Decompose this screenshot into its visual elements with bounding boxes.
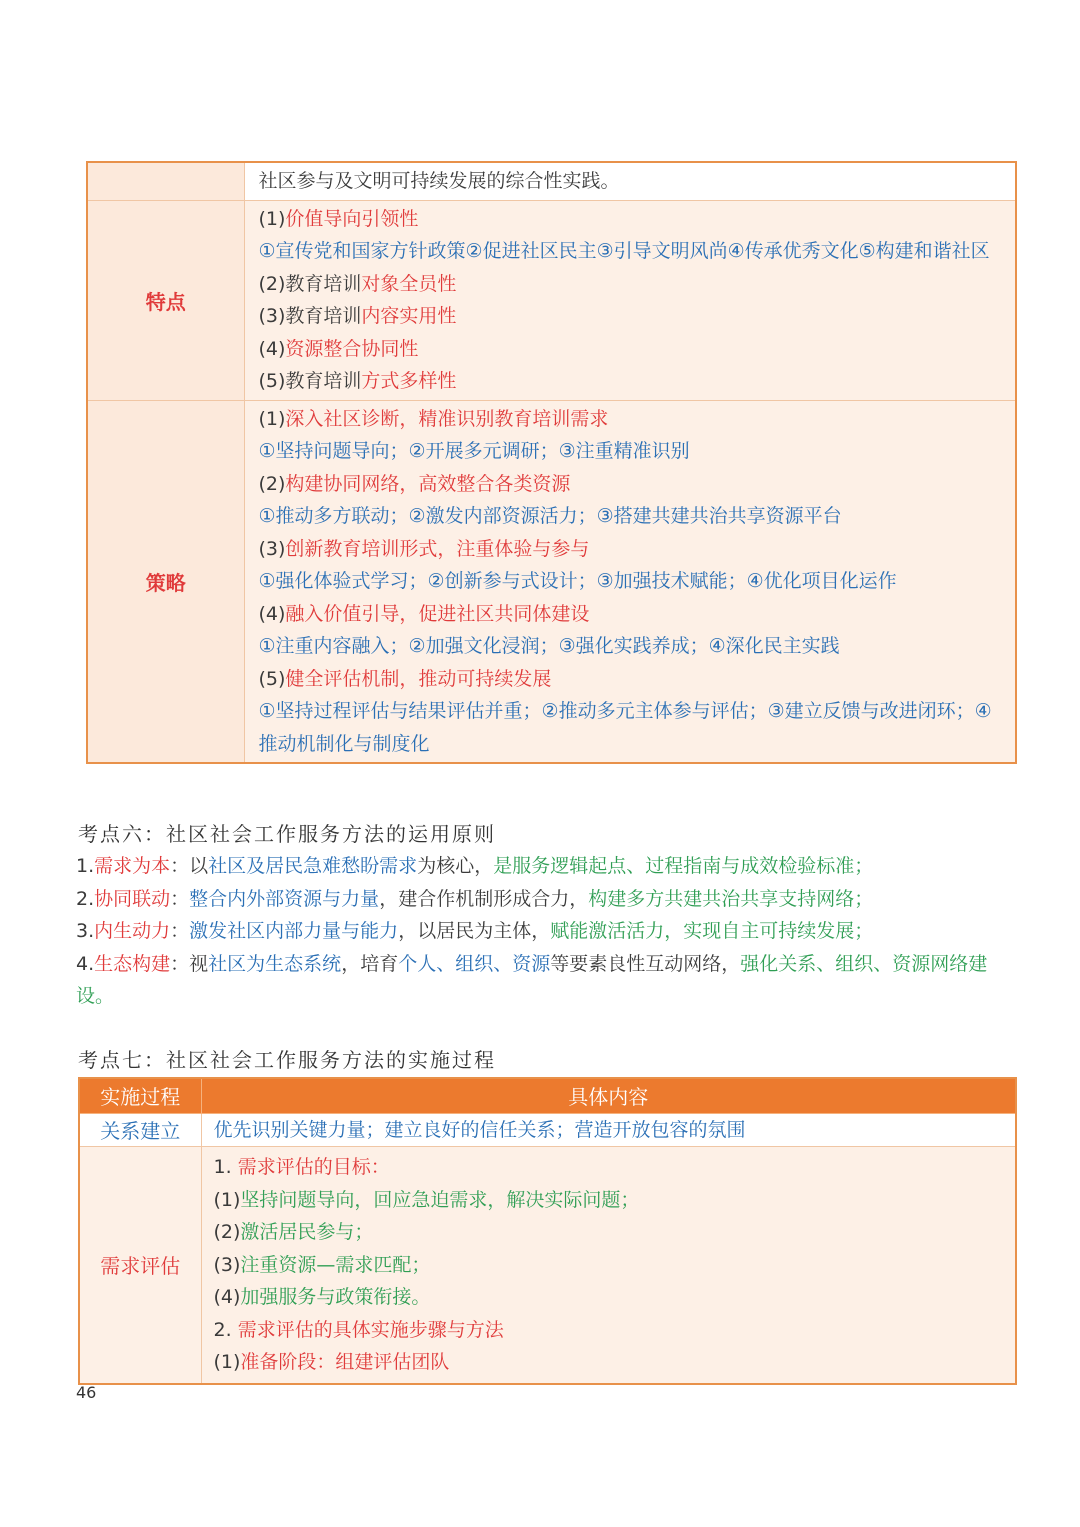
- list-item: [259, 203, 1006, 236]
- item-detail: ①宣传党和国家方针政策②促进社区民主③引导文明风尚④传承优秀文化⑤构建和谐社区: [258, 240, 990, 262]
- table-row: [87, 200, 1016, 400]
- column-header: 实施过程: [79, 1078, 201, 1113]
- features-label: 特点: [87, 200, 244, 400]
- table-row: [87, 162, 1016, 200]
- item-number: (4): [258, 337, 286, 360]
- item-text: 激活居民参与；: [240, 1221, 374, 1243]
- list-item: [214, 1249, 1004, 1282]
- item-key: 内生动力: [94, 920, 171, 942]
- item-text: 需求评估的目标：: [237, 1156, 390, 1178]
- table-cell: [244, 162, 1016, 200]
- item-text: 整合内外部资源与力量: [189, 887, 380, 910]
- item-number: (2): [213, 1221, 241, 1243]
- item-text: 坚持问题导向，回应急迫需求，解决实际问题；: [240, 1188, 640, 1211]
- item-text: 注重资源—需求匹配；: [240, 1253, 431, 1276]
- item-text: 构建多方共建共治共享支持网络；: [588, 887, 874, 910]
- column-header: 具体内容: [201, 1078, 1016, 1113]
- item-text: 创新教育培训形式，注重体验与参与: [285, 537, 590, 560]
- list-item: [214, 1151, 1004, 1184]
- list-item: [76, 850, 1016, 883]
- item-number: (5): [258, 667, 286, 690]
- item-text: 内容实用性: [361, 305, 457, 327]
- item-number: (1): [213, 1351, 241, 1373]
- intro-text: 社区参与及文明可持续发展的综合性实践。: [258, 170, 620, 192]
- list-item: [214, 1346, 1004, 1379]
- list-item: [76, 915, 1016, 948]
- item-number: 4.: [76, 952, 95, 975]
- item-number: (1): [213, 1188, 241, 1211]
- item-text: 价值导向引领性: [285, 207, 419, 230]
- list-item: [259, 598, 1006, 631]
- table-header-row: [79, 1078, 1016, 1113]
- item-detail: ①注重内容融入；②加强文化浸润；③强化实践养成；④深化民主实践: [258, 635, 840, 657]
- item-text: 需求评估的具体实施步骤与方法: [237, 1318, 504, 1341]
- item-number: (1): [258, 407, 286, 430]
- item-text: ：视: [170, 952, 209, 975]
- item-text: 深入社区诊断，精准识别教育培训需求: [285, 407, 609, 430]
- list-item: [76, 883, 1016, 916]
- item-text: 社区及居民急难愁盼需求: [208, 855, 418, 877]
- item-text: 是服务逻辑起点、过程指南与成效检验标准；: [493, 855, 874, 877]
- need-label: 需求评估: [79, 1147, 201, 1384]
- list-item: [259, 268, 1006, 301]
- item-number: (2): [258, 472, 286, 495]
- item-text: 等要素良性互动网络，: [550, 952, 741, 975]
- item-text: ：以: [170, 855, 209, 877]
- list-item: [76, 948, 1016, 1013]
- item-text: ：: [170, 920, 190, 942]
- item-detail: ①坚持过程评估与结果评估并重；②推动多元主体参与评估；③建立反馈与改进闭环；④推动机制化与制度化: [258, 700, 992, 755]
- list-item: [214, 1216, 1004, 1249]
- item-detail: ①强化体验式学习；②创新参与式设计；③加强技术赋能；④优化项目化运作: [258, 570, 897, 592]
- item-prefix: (5)教育培训: [258, 370, 362, 392]
- item-key: 协同联动: [94, 887, 171, 910]
- item-text: ：: [170, 887, 190, 910]
- item-text: ，以居民为主体，: [398, 920, 551, 942]
- item-text: ，培育: [341, 952, 399, 975]
- item-detail: ①推动多方联动；②激发内部资源活力；③搭建共建共治共享资源平台: [258, 505, 842, 527]
- item-text: 健全评估机制，推动可持续发展: [285, 667, 552, 690]
- list-item: [214, 1281, 1004, 1314]
- list-item: [259, 468, 1006, 501]
- item-text: 方式多样性: [361, 370, 457, 392]
- features-strategy-table: [86, 161, 1017, 764]
- list-item: [259, 333, 1006, 366]
- strategy-content: [244, 400, 1016, 763]
- item-number: (4): [258, 602, 286, 625]
- item-text: 对象全员性: [361, 272, 457, 295]
- list-item: [214, 1184, 1004, 1217]
- item-number: 1.: [213, 1156, 232, 1178]
- process-table: [78, 1077, 1017, 1385]
- item-detail: ①坚持问题导向；②开展多元调研；③注重精准识别: [258, 440, 690, 462]
- table-cell: [201, 1113, 1016, 1147]
- item-text: 强化关系、组织、资源网络建设。: [76, 952, 988, 1007]
- features-content: [244, 200, 1016, 400]
- item-prefix: (3)教育培训: [258, 305, 362, 327]
- item-prefix: (2)教育培训: [258, 272, 362, 295]
- item-text: 构建协同网络，高效整合各类资源: [285, 472, 571, 495]
- item-text: 赋能激活活力，实现自主可持续发展；: [550, 920, 874, 942]
- list-item: [259, 403, 1006, 436]
- list-item: [259, 365, 1006, 398]
- item-key: 需求为本: [94, 855, 171, 877]
- item-number: 1.: [76, 855, 95, 877]
- relation-label: 关系建立: [79, 1113, 201, 1147]
- item-text: 激发社区内部力量与能力: [189, 920, 399, 942]
- section6-title: 考点六：社区社会工作服务方法的运用原则: [78, 822, 496, 846]
- list-item: [259, 300, 1006, 333]
- empty-label-cell: [87, 162, 244, 200]
- item-text: 社区为生态系统: [208, 952, 342, 975]
- principles-list: [76, 850, 1016, 1013]
- item-number: (4): [213, 1286, 241, 1308]
- item-key: 生态构建: [94, 952, 171, 975]
- table-row: [79, 1147, 1016, 1384]
- section7-title: 考点七：社区社会工作服务方法的实施过程: [78, 1048, 496, 1072]
- item-text: 准备阶段：组建评估团队: [240, 1351, 450, 1373]
- item-number: (1): [258, 207, 286, 230]
- relation-content: 优先识别关键力量；建立良好的信任关系；营造开放包容的氛围: [213, 1118, 746, 1141]
- item-text: 资源整合协同性: [285, 337, 419, 360]
- list-item: [259, 663, 1006, 696]
- item-text: 加强服务与政策衔接。: [240, 1286, 431, 1308]
- item-number: 2.: [213, 1318, 232, 1341]
- page-number: 46: [76, 1383, 97, 1402]
- item-text: 个人、组织、资源: [398, 952, 551, 975]
- item-number: 2.: [76, 887, 95, 910]
- strategy-label: 策略: [87, 400, 244, 763]
- table-row: [87, 400, 1016, 763]
- item-number: 3.: [76, 920, 95, 942]
- item-number: (3): [258, 537, 286, 560]
- list-item: [214, 1314, 1004, 1347]
- item-number: (3): [213, 1253, 241, 1276]
- item-text: 融入价值引导，促进社区共同体建设: [285, 602, 590, 625]
- list-item: [259, 533, 1006, 566]
- item-text: 为核心，: [417, 855, 494, 877]
- need-content: [201, 1147, 1016, 1384]
- item-text: ，建合作机制形成合力，: [379, 887, 589, 910]
- table-row: [79, 1113, 1016, 1147]
